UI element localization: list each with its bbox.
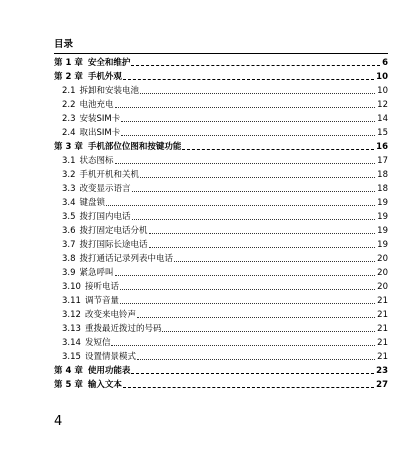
entry-page-number: 19: [377, 212, 388, 222]
entry-number: 3.6: [62, 226, 76, 236]
entry-page-number: 20: [377, 282, 388, 292]
toc-section-entry: [54, 196, 388, 210]
toc-section-entry: [54, 84, 388, 98]
entry-title: 改变来电铃声: [84, 310, 136, 320]
entry-number: 3.7: [62, 240, 76, 250]
entry-page-number: 19: [377, 198, 388, 208]
dot-leader: [162, 331, 375, 332]
dot-leader: [131, 373, 374, 374]
entry-title: 手机部位位图和按键功能: [87, 142, 182, 152]
entry-page-number: 20: [377, 254, 388, 264]
entry-number: 2.2: [62, 100, 76, 110]
entry-number: 2.4: [62, 128, 76, 138]
toc-section-entry: [54, 350, 388, 364]
dot-leader: [137, 317, 375, 318]
toc-page: [54, 38, 388, 392]
toc-section-entry: [54, 280, 388, 294]
dot-leader: [120, 303, 375, 304]
entry-title: 紧急呼叫: [79, 268, 114, 278]
entry-title: 设置情景模式: [84, 352, 136, 362]
entry-number: 3.14: [62, 338, 81, 348]
entry-title: 拨打通话记录列表中电话: [79, 254, 174, 264]
entry-number: 3.11: [62, 296, 81, 306]
dot-leader: [140, 93, 375, 94]
entry-page-number: 14: [377, 114, 388, 124]
dot-leader: [120, 289, 375, 290]
entry-title: 安全和维护: [87, 58, 131, 68]
entry-page-number: 21: [377, 338, 388, 348]
dot-leader: [132, 219, 376, 220]
toc-section-entry: [54, 112, 388, 126]
entry-number: 3.4: [62, 198, 76, 208]
dot-leader: [106, 205, 375, 206]
entry-title: 取出SIM卡: [79, 128, 121, 138]
toc-chapter-entry: [54, 378, 388, 392]
entry-page-number: 21: [377, 352, 388, 362]
entry-title: 拨打固定电话分机: [79, 226, 148, 236]
dot-leader: [115, 107, 376, 108]
entry-number: 第 4 章: [54, 366, 83, 376]
dot-leader: [149, 247, 376, 248]
entry-title: 手机开机和关机: [79, 170, 140, 180]
entry-page-number: 21: [377, 310, 388, 320]
dot-leader: [182, 149, 374, 150]
toc-section-entry: [54, 308, 388, 322]
toc-title: 目录: [54, 38, 388, 54]
entry-number: 第 3 章: [54, 142, 83, 152]
dot-leader: [149, 233, 376, 234]
entry-number: 3.15: [62, 352, 81, 362]
entry-number: 3.9: [62, 268, 76, 278]
toc-section-entry: [54, 168, 388, 182]
toc-section-entry: [54, 294, 388, 308]
toc-section-entry: [54, 252, 388, 266]
dot-leader: [121, 135, 375, 136]
entry-page-number: 17: [377, 156, 388, 166]
dot-leader: [174, 261, 375, 262]
entry-page-number: 21: [377, 296, 388, 306]
toc-list: [54, 56, 388, 392]
dot-leader: [115, 163, 376, 164]
dot-leader: [123, 387, 374, 388]
entry-page-number: 18: [377, 184, 388, 194]
entry-number: 第 5 章: [54, 380, 83, 390]
entry-number: 第 2 章: [54, 72, 83, 82]
toc-chapter-entry: [54, 56, 388, 70]
entry-title: 输入文本: [87, 380, 122, 390]
entry-number: 2.1: [62, 86, 76, 96]
entry-page-number: 10: [377, 86, 388, 96]
entry-page-number: 10: [376, 72, 388, 82]
entry-title: 手机外观: [87, 72, 122, 82]
toc-section-entry: [54, 322, 388, 336]
entry-number: 3.8: [62, 254, 76, 264]
entry-title: 安装SIM卡: [79, 114, 121, 124]
toc-chapter-entry: [54, 140, 388, 154]
entry-title: 拨打国际长途电话: [79, 240, 148, 250]
entry-title: 状态图标: [79, 156, 114, 166]
page-number: 4: [54, 414, 63, 429]
entry-page-number: 19: [377, 240, 388, 250]
entry-number: 3.13: [62, 324, 81, 334]
dot-leader: [111, 345, 375, 346]
entry-page-number: 19: [377, 226, 388, 236]
entry-page-number: 21: [377, 324, 388, 334]
dot-leader: [115, 275, 376, 276]
entry-page-number: 27: [376, 380, 388, 390]
toc-section-entry: [54, 266, 388, 280]
entry-number: 3.2: [62, 170, 76, 180]
entry-title: 接听电话: [84, 282, 119, 292]
toc-chapter-entry: [54, 70, 388, 84]
toc-chapter-entry: [54, 364, 388, 378]
entry-number: 第 1 章: [54, 58, 83, 68]
entry-title: 改变显示语言: [79, 184, 131, 194]
entry-page-number: 6: [382, 58, 388, 68]
entry-title: 发短信: [84, 338, 111, 348]
entry-title: 拨打国内电话: [79, 212, 131, 222]
entry-page-number: 16: [376, 142, 388, 152]
toc-section-entry: [54, 224, 388, 238]
dot-leader: [132, 191, 376, 192]
dot-leader: [140, 177, 375, 178]
entry-number: 3.12: [62, 310, 81, 320]
entry-number: 3.3: [62, 184, 76, 194]
entry-title: 重拨最近拨过的号码: [84, 324, 162, 334]
toc-section-entry: [54, 238, 388, 252]
entry-page-number: 15: [377, 128, 388, 138]
entry-title: 调节音量: [84, 296, 119, 306]
dot-leader: [131, 65, 380, 66]
entry-number: 3.5: [62, 212, 76, 222]
toc-section-entry: [54, 210, 388, 224]
entry-page-number: 20: [377, 268, 388, 278]
dot-leader: [121, 121, 375, 122]
entry-title: 键盘锁: [79, 198, 106, 208]
entry-page-number: 18: [377, 170, 388, 180]
dot-leader: [137, 359, 375, 360]
entry-title: 拆卸和安装电池: [79, 86, 140, 96]
entry-number: 3.1: [62, 156, 76, 166]
entry-title: 电池充电: [79, 100, 114, 110]
dot-leader: [123, 79, 374, 80]
toc-section-entry: [54, 336, 388, 350]
toc-section-entry: [54, 98, 388, 112]
entry-title: 使用功能表: [87, 366, 131, 376]
entry-number: 3.10: [62, 282, 81, 292]
entry-page-number: 23: [376, 366, 388, 376]
entry-page-number: 12: [377, 100, 388, 110]
toc-section-entry: [54, 126, 388, 140]
toc-section-entry: [54, 182, 388, 196]
entry-number: 2.3: [62, 114, 76, 124]
toc-section-entry: [54, 154, 388, 168]
